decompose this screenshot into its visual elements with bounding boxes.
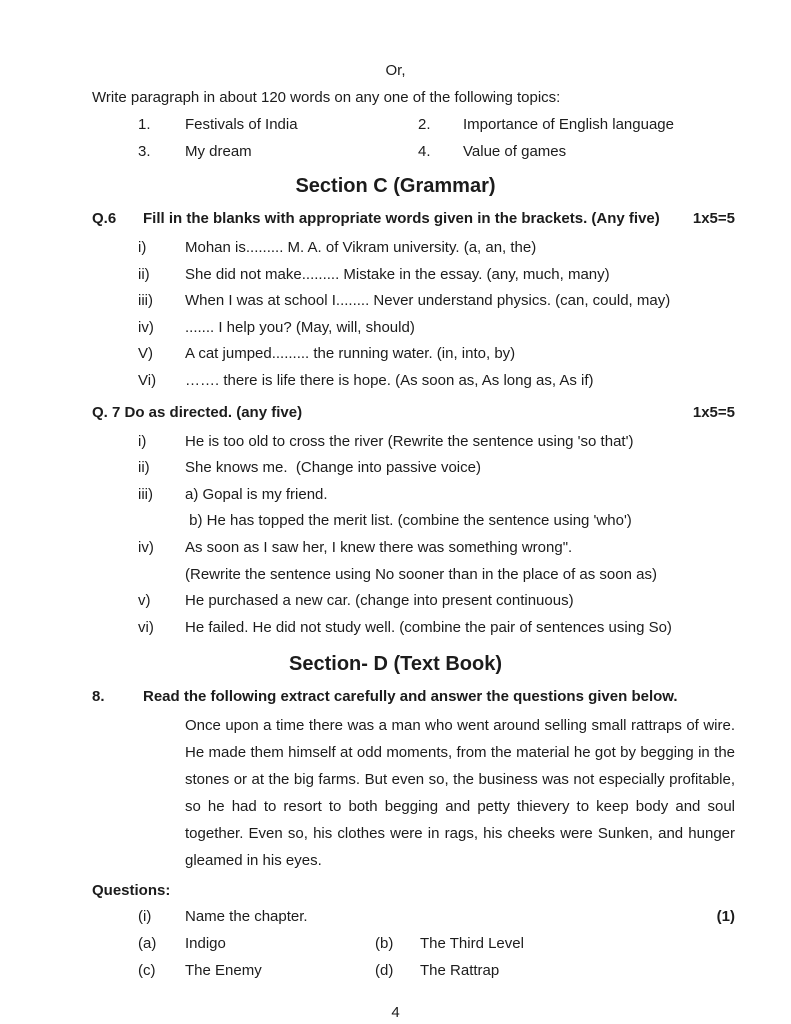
item-number: V) bbox=[138, 345, 153, 363]
list-item bbox=[92, 341, 735, 368]
essay-topic-list bbox=[92, 111, 735, 165]
list-item bbox=[92, 508, 735, 535]
question-7-marks: 1x5=5 bbox=[692, 403, 735, 421]
item-number: ii) bbox=[138, 265, 150, 283]
list-item bbox=[92, 235, 735, 262]
question-7-label: Q. 7 Do as directed. (any five) bbox=[92, 403, 303, 421]
topic-number: 2. bbox=[418, 116, 431, 133]
question-6-text: Fill in the blanks with appropriate words given in the brackets. (Any five) bbox=[143, 210, 660, 227]
item-number: iv) bbox=[138, 318, 154, 336]
option-text: The Enemy bbox=[185, 961, 262, 979]
list-item bbox=[92, 368, 735, 395]
item-text: b) He has topped the merit list. (combine the sentence using 'who') bbox=[185, 512, 632, 530]
item-text: He is too old to cross the river (Rewrite the sentence using 'so that') bbox=[185, 432, 634, 450]
question-6-marks: 1x5=5 bbox=[692, 210, 735, 227]
item-number bbox=[138, 562, 185, 589]
extract-passage: Once upon a time there was a man who went around selling small rattraps of wire. He made them himself at odd moments, from the material he got by begging in the stones or at the big farms. But even so, the business was not especially profitable, so he had to resort to both begging and petty thievery to keep body and soul together. Even so, his clothes were in rags, his cheeks were Sunken, and hunger gleamed in his eyes. bbox=[185, 717, 735, 870]
question-8-label: 8. bbox=[92, 688, 105, 706]
section-d-heading: Section- D (Text Book) bbox=[289, 653, 502, 676]
option-text: The Rattrap bbox=[420, 961, 500, 979]
topic-number: 3. bbox=[138, 143, 151, 160]
section-c-heading: Section C (Grammar) bbox=[295, 175, 496, 197]
item-text: ……. there is life there is hope. (As soon as, As long as, As if) bbox=[185, 371, 594, 389]
item-text: She knows me. (Change into passive voice) bbox=[185, 459, 481, 477]
list-item bbox=[92, 562, 735, 589]
list-item bbox=[92, 455, 735, 482]
item-number: ii) bbox=[138, 459, 150, 477]
item-number: vi) bbox=[138, 618, 154, 636]
topic-number: 4. bbox=[418, 143, 431, 160]
essay-intro-line: Write paragraph in about 120 words on any one of the following topics: bbox=[92, 89, 561, 106]
option-text: The Third Level bbox=[420, 934, 524, 952]
questions-label: Questions: bbox=[92, 882, 171, 900]
question-7-header bbox=[92, 399, 735, 427]
question-6-label: Q.6 bbox=[92, 210, 117, 227]
topic-text: Value of games bbox=[463, 143, 567, 160]
item-text: (Rewrite the sentence using No sooner than in the place of as soon as) bbox=[185, 565, 657, 583]
list-item bbox=[92, 429, 735, 456]
item-text: As soon as I saw her, I knew there was something wrong". bbox=[185, 538, 573, 556]
question-6-header bbox=[92, 205, 735, 233]
item-number: iii) bbox=[138, 292, 153, 310]
list-item bbox=[92, 535, 735, 562]
item-text: A cat jumped......... the running water. (in, into, by) bbox=[185, 345, 516, 363]
question-6-items bbox=[92, 235, 735, 395]
list-item bbox=[92, 615, 735, 642]
item-text: ....... I help you? (May, will, should) bbox=[185, 318, 415, 336]
list-item bbox=[92, 262, 735, 289]
topic-text: Importance of English language bbox=[463, 116, 674, 133]
option-letter: (a) bbox=[138, 934, 157, 952]
item-text: She did not make......... Mistake in the essay. (any, much, many) bbox=[185, 265, 610, 283]
list-item bbox=[92, 315, 735, 342]
question-7-items bbox=[92, 429, 735, 642]
item-number: i) bbox=[138, 432, 147, 450]
item-number: Vi) bbox=[138, 371, 157, 389]
topic-text: My dream bbox=[185, 143, 252, 160]
topic-text: Festivals of India bbox=[185, 116, 298, 133]
mcq-options bbox=[92, 931, 735, 984]
item-text: a) Gopal is my friend. bbox=[185, 485, 328, 503]
sub-question-text: Name the chapter. bbox=[185, 908, 308, 926]
or-label: Or, bbox=[385, 62, 406, 79]
item-text: He failed. He did not study well. (combine the pair of sentences using So) bbox=[185, 618, 672, 636]
item-number: iii) bbox=[138, 485, 153, 503]
list-item bbox=[92, 482, 735, 509]
page-number: 4 bbox=[391, 1004, 400, 1022]
question-8-header bbox=[92, 683, 735, 711]
list-item bbox=[92, 288, 735, 315]
option-text: Indigo bbox=[185, 934, 226, 952]
item-number: v) bbox=[138, 592, 151, 610]
item-text: When I was at school I........ Never understand physics. (can, could, may) bbox=[185, 292, 671, 310]
sub-question-row bbox=[92, 904, 735, 931]
item-number: i) bbox=[138, 239, 147, 256]
question-8-text: Read the following extract carefully and answer the questions given below. bbox=[143, 688, 678, 706]
item-number: iv) bbox=[138, 538, 154, 556]
sub-question-number: (i) bbox=[138, 908, 152, 926]
item-number bbox=[138, 508, 185, 535]
list-item bbox=[92, 588, 735, 615]
option-letter: (d) bbox=[375, 961, 394, 979]
option-letter: (c) bbox=[138, 961, 156, 979]
item-text: Mohan is......... M. A. of Vikram university. (a, an, the) bbox=[185, 239, 537, 256]
item-text: He purchased a new car. (change into present continuous) bbox=[185, 592, 574, 610]
topic-number: 1. bbox=[138, 116, 151, 133]
option-letter: (b) bbox=[375, 934, 394, 952]
sub-question-marks: (1) bbox=[716, 908, 735, 926]
